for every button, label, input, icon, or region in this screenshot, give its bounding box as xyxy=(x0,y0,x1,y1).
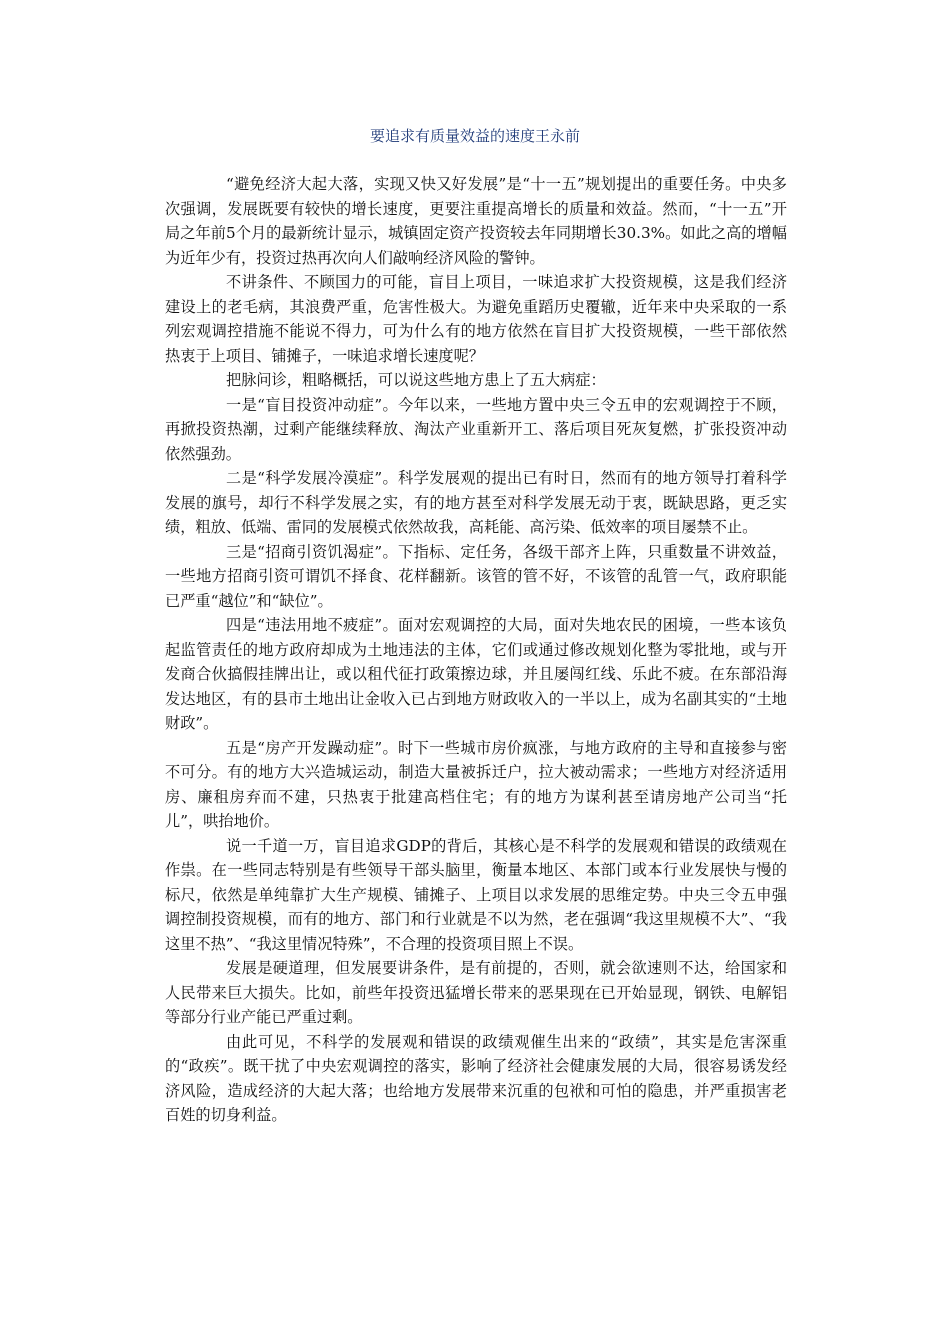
paragraph-10: 发展是硬道理，但发展要讲条件，是有前提的，否则，就会欲速则不达，给国家和人民带来巨大损失。比如，前些年投资迅猛增长带来的恶果现在已开始显现，钢铁、电解铝等部分行业产能已严重过剩。 xyxy=(165,959,787,1026)
paragraph-11: 由此可见，不科学的发展观和错误的政绩观催生出来的“政绩”，其实是危害深重的“政疾”。既干扰了中央宏观调控的落实，影响了经济社会健康发展的大局，很容易诱发经济风险，造成经济的大起大落；也给地方发展带来沉重的包袱和可怕的隐患，并严重损害老百姓的切身利益。 xyxy=(165,1032,787,1124)
paragraph-5: 二是“科学发展冷漠症”。科学发展观的提出已有时日，然而有的地方领导打着科学发展的旗号，却行不科学发展之实，有的地方甚至对科学发展无动于衷，既缺思路，更乏实绩，粗放、低端、雷同的发展模式依然故我，高耗能、高污染、低效率的项目屡禁不止。 xyxy=(165,469,787,536)
paragraph-9: 说一千道一万，盲目追求GDP的背后，其核心是不科学的发展观和错误的政绩观在作祟。在一些同志特别是有些领导干部头脑里，衡量本地区、本部门或本行业发展快与慢的标尺，依然是单纯靠扩大生产规模、铺摊子、上项目以求发展的思维定势。中央三令五申强调控制投资规模，而有的地方、部门和行业就是不以为然，老在强调“我这里规模不大”、“我这里不热”、“我这里情况特殊”，不合理的投资项目照上不误。 xyxy=(165,836,787,953)
document-body xyxy=(165,172,787,1128)
paragraph-7: 四是“违法用地不疲症”。面对宏观调控的大局，面对失地农民的困境，一些本该负起监管责任的地方政府却成为土地违法的主体，它们或通过修改规划化整为零批地，或与开发商合伙搞假挂牌出让，或以租代征打政策擦边球，并且屡闯红线、乐此不疲。在东部沿海发达地区，有的县市土地出让金收入已占到地方财政收入的一半以上，成为名副其实的“土地财政”。 xyxy=(165,616,787,732)
paragraph-4: 一是“盲目投资冲动症”。今年以来，一些地方置中央三令五申的宏观调控于不顾，再掀投资热潮，过剩产能继续释放、淘汰产业重新开工、落后项目死灰复燃，扩张投资冲动依然强劲。 xyxy=(165,395,787,463)
paragraph-6: 三是“招商引资饥渴症”。下指标、定任务，各级干部齐上阵，只重数量不讲效益，一些地方招商引资可谓饥不择食、花样翻新。该管的管不好，不该管的乱管一气，政府职能已严重“越位”和“缺位”。 xyxy=(165,542,787,610)
paragraph-2: 不讲条件、不顾国力的可能，盲目上项目，一味追求扩大投资规模，这是我们经济建设上的老毛病，其浪费严重，危害性极大。为避免重蹈历史覆辙，近年来中央采取的一系列宏观调控措施不能说不得力，可为什么有的地方依然在盲目扩大投资规模，一些干部依然热衷于上项目、铺摊子，一味追求增长速度呢？ xyxy=(165,273,787,365)
paragraph-8: 五是“房产开发躁动症”。时下一些城市房价疯涨，与地方政府的主导和直接参与密不可分。有的地方大兴造城运动，制造大量被拆迁户，拉大被动需求；一些地方对经济适用房、廉租房弃而不建，只热衷于批建高档住宅；有的地方为谋利甚至请房地产公司当“托儿”，哄抬地价。 xyxy=(165,738,787,830)
document-title: 要追求有质量效益的速度王永前 xyxy=(369,127,580,145)
paragraph-3: 把脉问诊，粗略概括，可以说这些地方患上了五大病症： xyxy=(226,371,606,389)
paragraph-1: “避免经济大起大落，实现又快又好发展”是“十一五”规划提出的重要任务。中央多次强调，发展既要有较快的增长速度，更要注重提高增长的质量和效益。然而，“十一五”开局之年前5个月的最新统计显示，城镇固定资产投资较去年同期增长30.3%。如此之高的增幅为近年少有，投资过热再次向人们敲响经济风险的警钟。 xyxy=(165,175,787,267)
